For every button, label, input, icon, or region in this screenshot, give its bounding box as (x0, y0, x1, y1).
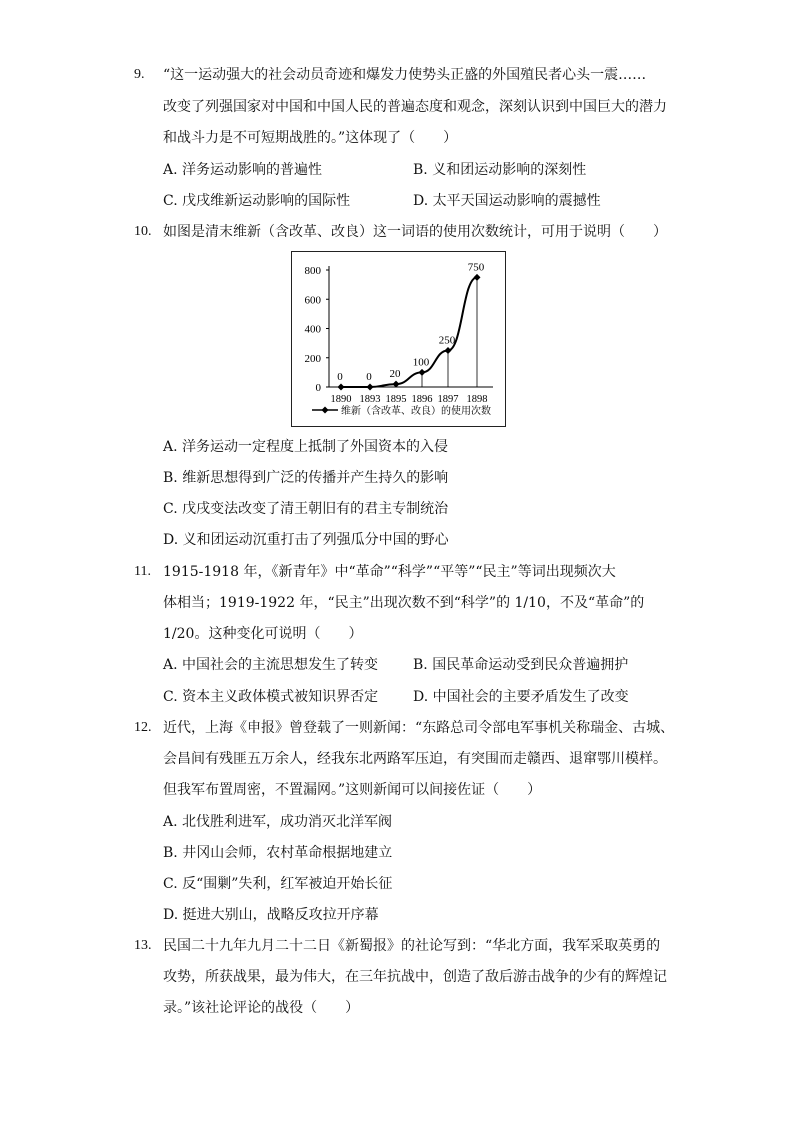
option-a: A. 北伐胜利进军，成功消灭北洋军阀 (163, 814, 393, 830)
option-a: A. 洋务运动一定程度上抵制了外国资本的入侵 (163, 439, 449, 455)
legend-marker (322, 407, 329, 414)
option-b: B. 井冈山会师，农村革命根据地建立 (163, 845, 393, 861)
x-tick-label: 1890 (330, 394, 352, 405)
question-stem-line: 录。”该社论评论的战役（ ） (163, 1000, 360, 1016)
question-number: 10. (134, 224, 152, 239)
option-d: D. 太平天国运动影响的震撼性 (413, 193, 601, 209)
legend-label: 维新（含改革、改良）的使用次数 (341, 406, 491, 417)
option-b: B. 维新思想得到广泛的传播并产生持久的影响 (163, 470, 449, 486)
question-number: 11. (134, 564, 151, 579)
option-d: D. 中国社会的主要矛盾发生了改变 (413, 689, 629, 705)
y-tick-label: 200 (304, 352, 321, 365)
data-point (445, 347, 452, 354)
y-tick-label: 400 (304, 323, 321, 336)
option-c: C. 戊戌变法改变了清王朝旧有的君主专制统治 (163, 501, 449, 517)
question-stem-line: 1/20。这种变化可说明（ ） (163, 626, 363, 642)
y-tick-label: 0 (315, 382, 321, 394)
x-tick-label: 1898 (466, 394, 488, 405)
option-c: C. 资本主义政体模式被知识界否定 (163, 689, 379, 705)
option-c: C. 反“围剿”失利，红军被迫开始长征 (163, 876, 393, 892)
data-point (367, 384, 374, 391)
x-tick-label: 1895 (385, 394, 407, 405)
question-stem-line: 体相当；1919-1922 年，“民主”出现次数不到“科学”的 1/10，不及“革命”的 (163, 595, 645, 611)
question-stem-line: 但我军布置周密，不置漏网。”这则新闻可以间接佐证（ ） (163, 782, 542, 798)
x-tick-label: 1893 (359, 394, 381, 405)
x-tick-label: 1897 (437, 394, 459, 405)
y-tick-label: 800 (304, 265, 321, 277)
question-stem-line: 会昌间有残匪五万余人，经我东北两路军压迫，有突围而走赣西、退窜鄂川模样。 (163, 751, 667, 767)
data-label: 250 (438, 334, 456, 347)
data-point (474, 274, 481, 281)
option-a: A. 洋务运动影响的普遍性 (163, 162, 323, 178)
question-number: 12. (134, 720, 152, 735)
option-c: C. 戊戌维新运动影响的国际性 (163, 193, 351, 209)
x-tick-label: 1896 (411, 394, 433, 405)
question-stem-line: 和战斗力是不可短期战胜的。”这体现了（ ） (163, 130, 458, 146)
usage-count-chart (291, 251, 506, 427)
series-line (341, 277, 477, 387)
question-stem-line: 攻势，所获战果，最为伟大，在三年抗战中，创造了敌后游击战争的少有的辉煌记 (163, 969, 667, 985)
option-a: A. 中国社会的主流思想发生了转变 (163, 657, 379, 673)
y-tick-label: 600 (304, 294, 321, 307)
question-stem-line: 近代，上海《申报》曾登载了一则新闻：“东路总司令部电军事机关称瑞金、古城、 (163, 720, 675, 736)
question-stem-line: 1915-1918 年，《新青年》中“革命”“科学”“平等”“民主”等词出现频次大 (163, 564, 616, 580)
data-label: 750 (467, 261, 485, 274)
question-stem-line: “这一运动强大的社会动员奇迹和爆发力使势头正盛的外国殖民者心头一震…… (163, 67, 647, 83)
data-label: 20 (389, 368, 401, 381)
data-label: 0 (366, 371, 372, 383)
data-label: 0 (337, 371, 343, 383)
question-stem-line: 民国二十九年九月二十二日《新蜀报》的社论写到：“华北方面，我军采取英勇的 (163, 938, 661, 954)
question-stem-line: 改变了列强国家对中国和中国人民的普遍态度和观念，深刻认识到中国巨大的潜力 (163, 99, 667, 115)
data-point (338, 384, 345, 391)
data-label: 100 (412, 356, 430, 369)
option-d: D. 挺进大别山，战略反攻拉开序幕 (163, 907, 379, 923)
data-point (419, 369, 426, 376)
line-chart-svg (292, 252, 505, 426)
option-d: D. 义和团运动沉重打击了列强瓜分中国的野心 (163, 532, 449, 548)
question-stem-line: 如图是清末维新（含改革、改良）这一词语的使用次数统计，可用于说明（ ） (163, 224, 667, 240)
option-b: B. 国民革命运动受到民众普遍拥护 (413, 657, 629, 673)
question-number: 9. (134, 67, 145, 82)
question-number: 13. (134, 938, 152, 953)
option-b: B. 义和团运动影响的深刻性 (413, 162, 587, 178)
